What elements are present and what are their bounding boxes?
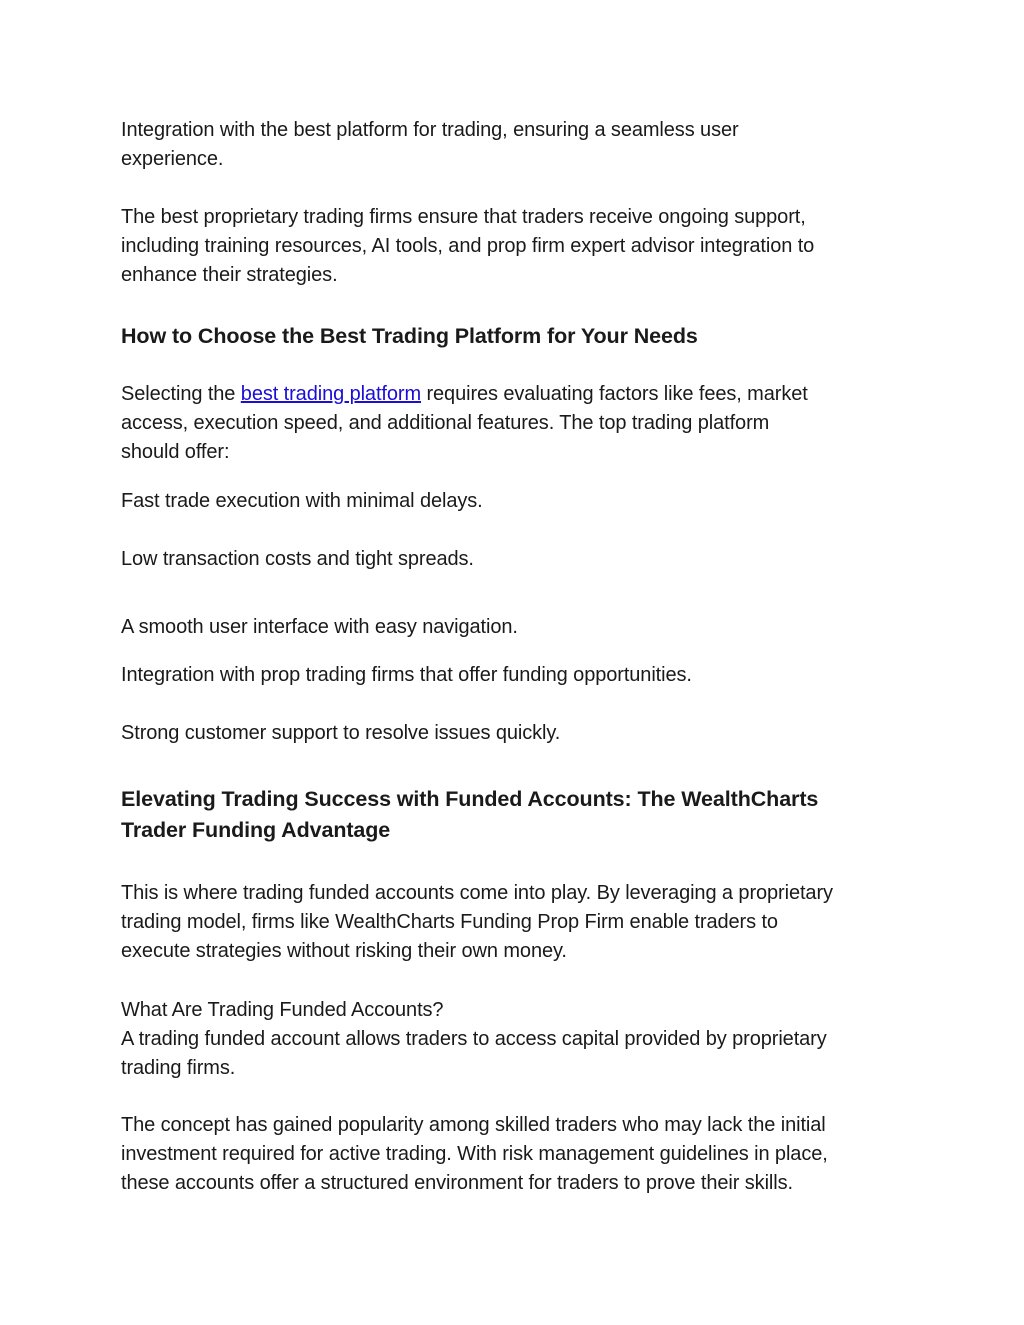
intro-paragraph-2: The best proprietary trading firms ensure that traders receive ongoing support, including training resources, AI tools, and prop firm expert advisor integration to enhance their strategies. <box>121 206 815 286</box>
list-item: Strong customer support to resolve issues quickly. <box>121 722 561 744</box>
subheading-funded-accounts: What Are Trading Funded Accounts? <box>121 999 444 1021</box>
best-trading-platform-link[interactable]: best trading platform <box>240 383 422 405</box>
section-heading-funded-accounts: Elevating Trading Success with Funded Accounts: The WealthCharts Trader Funding Advantage <box>121 787 819 842</box>
intro-paragraph-1: Integration with the best platform for trading, ensuring a seamless user experience. <box>121 119 739 170</box>
section1-lead-paragraph: Selecting the best trading platform requires evaluating factors like fees, market access, execution speed, and additional features. The top trading platform should offer: <box>121 383 808 463</box>
section-heading-choose-platform: How to Choose the Best Trading Platform for Your Needs <box>121 324 698 348</box>
list-item: A smooth user interface with easy navigation. <box>121 616 518 638</box>
list-item: Low transaction costs and tight spreads. <box>121 548 474 570</box>
section2-paragraph-3: The concept has gained popularity among skilled traders who may lack the initial investment required for active trading. With risk management guidelines in place, these accounts offer a structured environment for traders to prove their skills. <box>121 1114 828 1194</box>
section2-subheading-and-paragraph: What Are Trading Funded Accounts? A trading funded account allows traders to access capital provided by proprietary trading firms. <box>121 996 911 1083</box>
section2-paragraph-1: This is where trading funded accounts come into play. By leveraging a proprietary trading model, firms like WealthCharts Funding Prop Firm enable traders to execute strategies without risking their own money. <box>121 882 833 962</box>
list-item: Integration with prop trading firms that offer funding opportunities. <box>121 664 692 686</box>
list-item: Fast trade execution with minimal delays. <box>121 490 483 512</box>
